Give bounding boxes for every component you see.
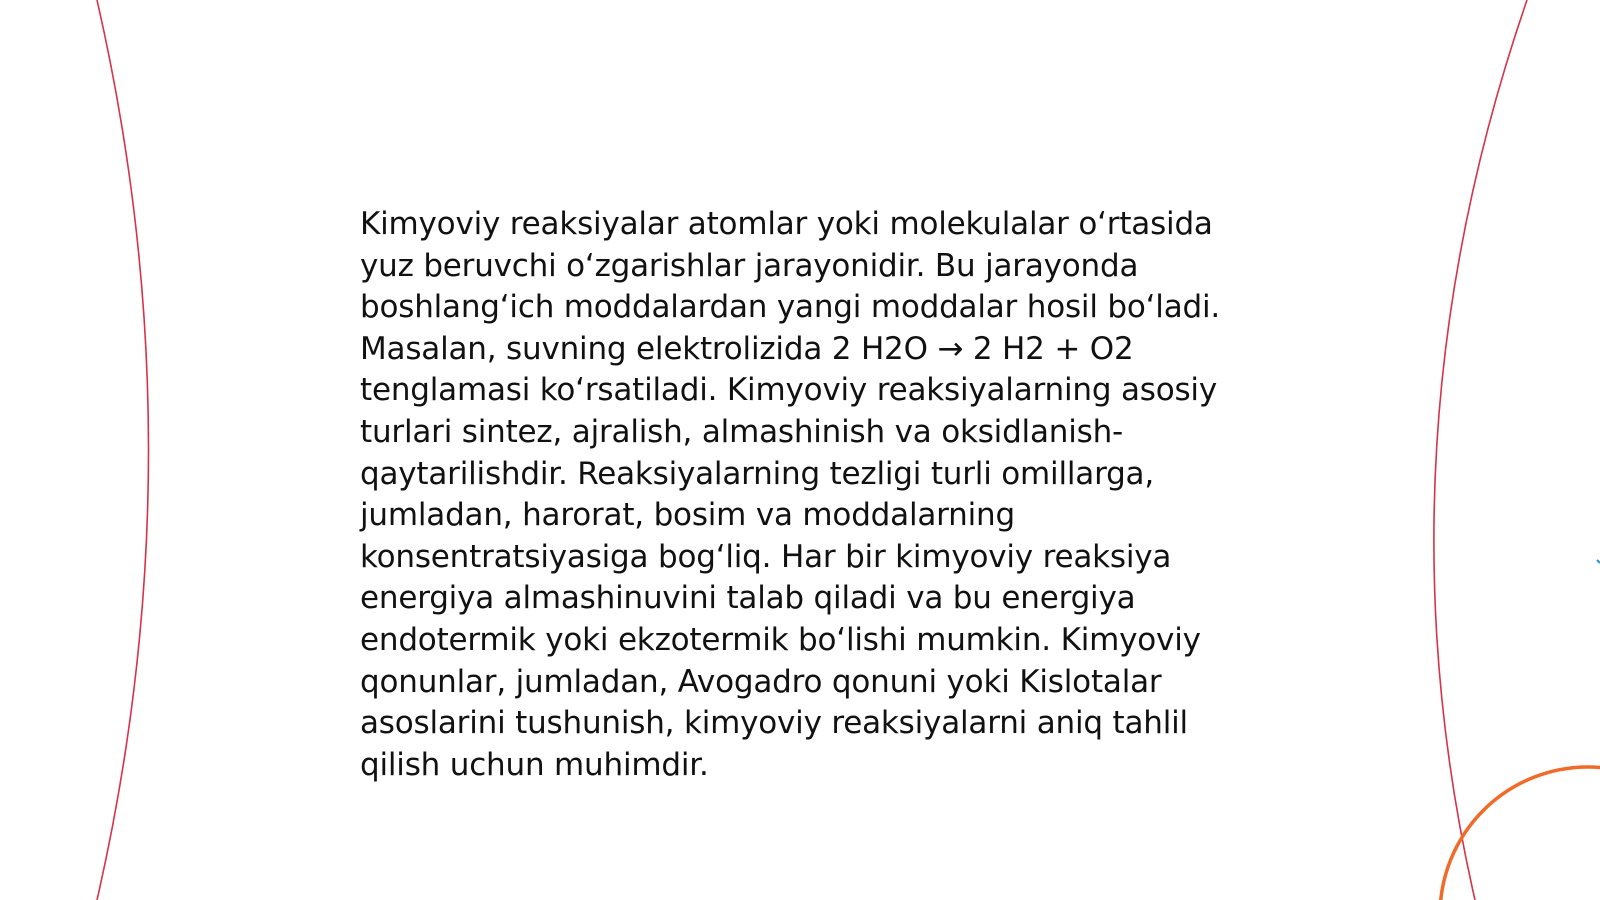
body-paragraph: Kimyoviy reaksiyalar atomlar yoki molekulalar o‘rtasida yuz beruvchi o‘zgarishlar jarayonidir. Bu jarayonda boshlang‘ich moddalardan yangi moddalar hosil bo‘ladi. Masalan, suvning elektrolizida 2 H2O → 2 H2 + O2 tenglamasi ko‘rsatiladi. Kimyoviy reaksiyalarning asosiy turlari sintez, ajralish, almashinish va oksidlanish-qaytarilishdir. Reaksiyalarning tezligi turli omillarga, jumladan, harorat, bosim va moddalarning konsentratsiyasiga bog‘liq. Har bir kimyoviy reaksiya energiya almashinuvini talab qiladi va bu energiya endotermik yoki ekzotermik bo‘lishi mumkin. Kimyoviy qonunlar, jumladan, Avogadro qonuni yoki Kislotalar asoslarini tushunish, kimyoviy reaksiyalarni aniq tahlil qilish uchun muhimdir.: [360, 206, 1221, 783]
accent-circle: [1440, 767, 1600, 900]
left-arc-line: [97, 0, 149, 900]
right-arc-line: [1434, 0, 1527, 900]
